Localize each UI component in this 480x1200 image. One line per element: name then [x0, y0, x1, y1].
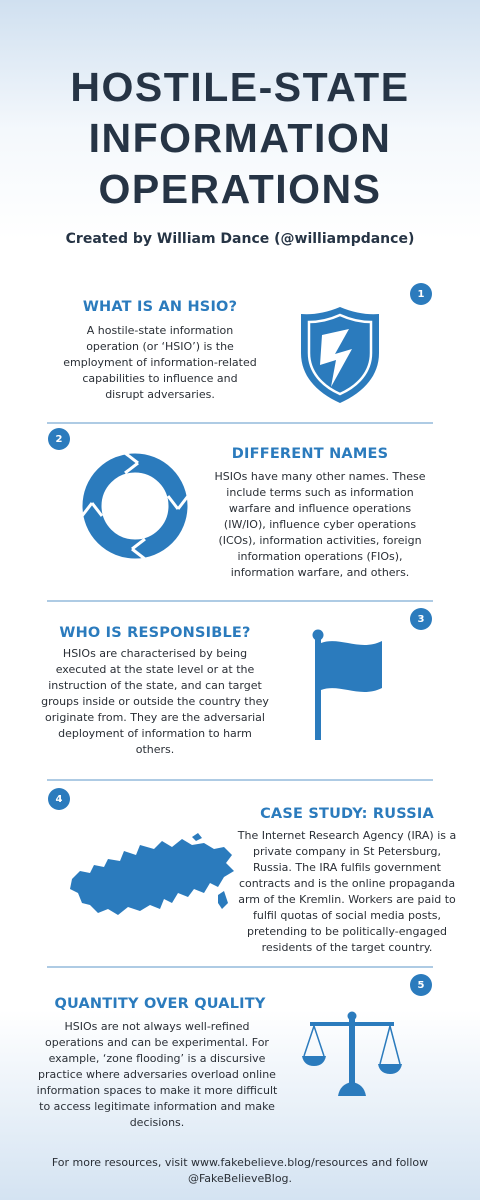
- section-divider-3: [47, 779, 433, 781]
- section-number-3: 3: [410, 608, 432, 630]
- shield-lightning-icon: [298, 305, 382, 405]
- flag-icon: [310, 628, 386, 740]
- author-credit: Created by William Dance (@williampdance): [65, 231, 415, 247]
- section-body-3: HSIOs are characterised by being executed at the state level or at the instruction of the state, and can target groups inside or outside the country they originate from. They are the adversarial deployment of information to harm others.: [41, 647, 269, 756]
- section-heading-1: WHAT IS AN HSIO?: [82, 299, 238, 315]
- section-body-4: The Internet Research Agency (IRA) is a private company in St Petersburg, Russia. The IRA fulfils government contracts and is the online propaganda arm of the Kremlin. Workers are paid to fulfil quotas of social media posts, pretending to be politically-engaged residents of the target country.: [237, 829, 457, 954]
- section-body-2: HSIOs have many other names. These include terms such as information warfare and influence operations (IW/IO), influence cyber operations (ICOs), information activities, foreign information operations (FIOs), information warfare, and others.: [214, 470, 426, 579]
- section-number-1: 1: [410, 283, 432, 305]
- section-divider-4: [47, 966, 433, 968]
- section-body-1: A hostile-state information operation (or ‘HSIO’) is the employment of information-related capabilities to influence and disrupt adversaries.: [63, 324, 257, 401]
- section-number-4: 4: [48, 788, 70, 810]
- section-heading-5: QUANTITY OVER QUALITY: [54, 996, 266, 1012]
- russia-map-icon: [68, 833, 238, 921]
- cycle-arrows-icon: [80, 451, 190, 561]
- section-divider-2: [47, 600, 433, 602]
- section-heading-4: CASE STUDY: RUSSIA: [260, 806, 434, 822]
- section-heading-3: WHO IS RESPONSIBLE?: [59, 625, 251, 641]
- title-line-1: HOSTILE-STATE: [70, 64, 410, 110]
- section-heading-2: DIFFERENT NAMES: [231, 446, 389, 462]
- page-title: [0, 62, 480, 215]
- section-divider-1: [47, 422, 433, 424]
- section-number-5: 5: [410, 974, 432, 996]
- section-body-5: HSIOs are not always well-refined operations and can be experimental. For example, ‘zone flooding’ is a discursive practice where adversaries overload online information spaces to make it more difficult to access legitimate information and make decisions.: [36, 1020, 278, 1129]
- scales-icon: [302, 1010, 402, 1098]
- footer-resources: For more resources, visit www.fakebelieve.blog/resources and follow @FakeBelieveBlog.: [51, 1156, 429, 1185]
- section-number-2: 2: [48, 428, 70, 450]
- title-line-2: INFORMATION: [88, 115, 392, 161]
- title-line-3: OPERATIONS: [98, 166, 382, 212]
